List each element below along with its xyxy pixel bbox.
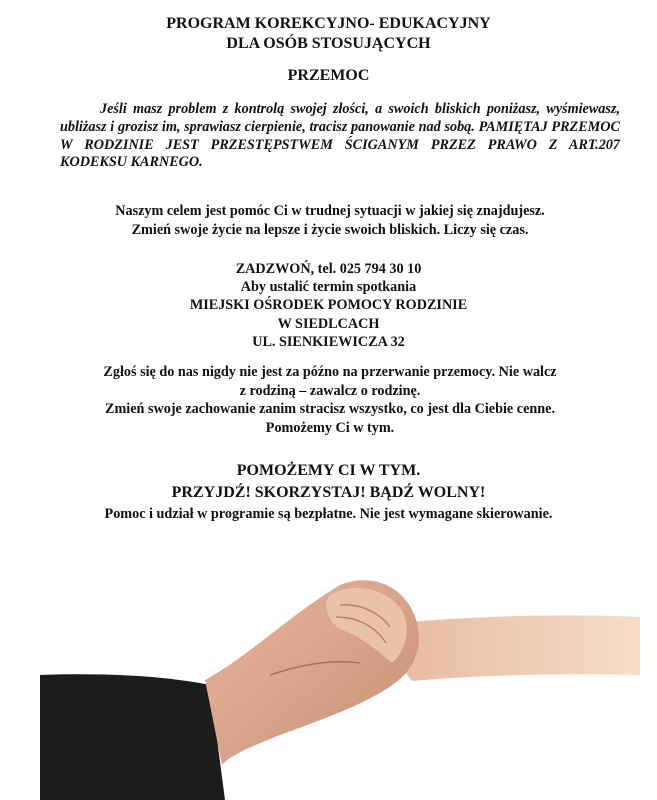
title-line-1: PROGRAM KOREKCYJNO- EDUKACYJNY	[166, 15, 491, 32]
cta-line-3: Zmień swoje zachowanie zanim stracisz wszystko, co jest dla Ciebie cenne.	[105, 401, 555, 417]
aim-paragraph	[40, 202, 620, 239]
phone-line: ZADZWOŃ, tel. 025 794 30 10	[235, 261, 422, 277]
help-slogan	[0, 460, 657, 504]
dark-sleeve	[40, 674, 225, 800]
title-line-2: DLA OSÓB STOSUJĄCYCH	[226, 35, 431, 52]
aim-line-2: Zmień swoje życie na lepsze i życie swoich bliskich. Liczy się czas.	[131, 221, 529, 238]
aim-line-1: Naszym celem jest pomóc Ci w trudnej sytuacji w jakiej się znajdujesz.	[115, 203, 545, 219]
cta-line-2: z rodziną – zawalcz o rodzinę.	[239, 382, 421, 399]
help-line-1: POMOŻEMY CI W TYM.	[236, 462, 421, 479]
intro-text: Jeśli masz problem z kontrolą swojej złości, a swoich bliskich poniżasz, wyśmiewasz, ubliżasz i grozisz im, sprawiasz cierpienie, tracisz panowanie nad sobą.	[60, 101, 620, 135]
cta-line-4: Pomożemy Ci w tym.	[265, 419, 395, 436]
address-line: UL. SIENKIEWICZA 32	[252, 333, 405, 350]
cta-line-1: Zgłoś się do nas nigdy nie jest za późno na przerwanie przemocy. Nie walcz	[103, 364, 557, 380]
program-title	[0, 14, 657, 54]
appointment-line: Aby ustalić termin spotkania	[240, 279, 417, 296]
org-name-line-2: W SIEDLCACH	[277, 315, 380, 332]
contact-block	[0, 260, 657, 351]
subtitle-przemoc: PRZEMOC	[287, 67, 370, 84]
call-to-action	[40, 363, 620, 437]
free-note: Pomoc i udział w programie są bezpłatne. Nie jest wymagane skierowanie.	[104, 506, 553, 522]
clasped-hands-photo	[40, 555, 640, 800]
help-line-2: PRZYJDŹ! SKORZYSTAJ! BĄDŹ WOLNY!	[171, 484, 486, 501]
law-warning: PAMIĘTAJ PRZEMOC W RODZINIE JEST PRZESTĘPSTWEM ŚCIGANYM PRZEZ PRAWO Z ART.207 KODEKSU KARNEGO.	[60, 118, 620, 171]
intro-paragraph	[60, 101, 620, 172]
org-name-line-1: MIEJSKI OŚRODEK POMOCY RODZINIE	[189, 297, 468, 314]
